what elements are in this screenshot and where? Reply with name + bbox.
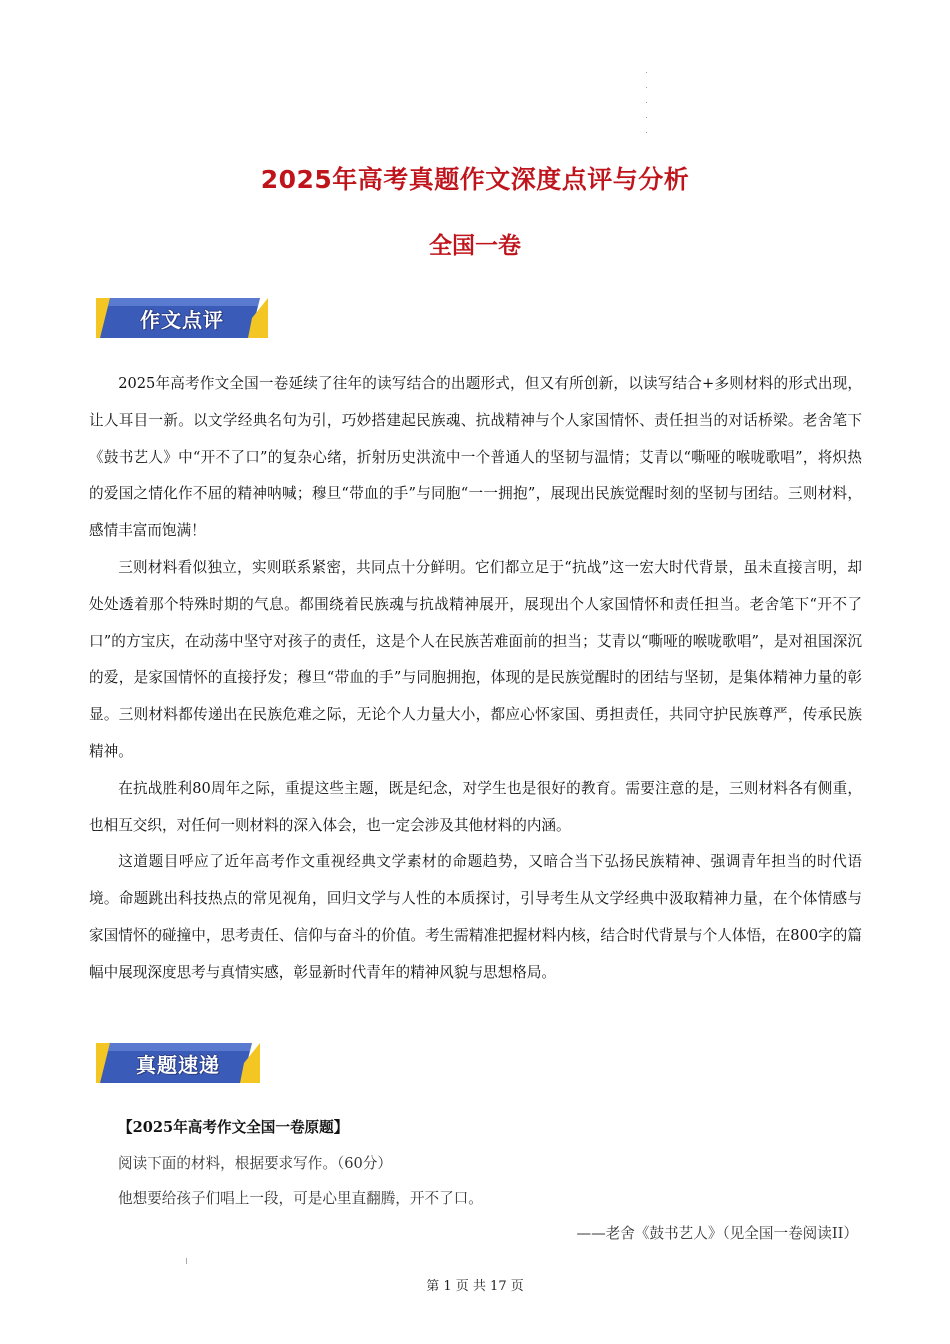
section-label: 真题速递 [136, 1053, 220, 1077]
section-label: 作文点评 [140, 308, 224, 332]
review-body [89, 366, 862, 992]
question-heading: 【2025年高考作文全国一卷原题】 [118, 1119, 349, 1136]
question-instruction: 阅读下面的材料，根据要求写作。（60分） [118, 1155, 392, 1172]
section-banner-review [96, 294, 268, 342]
paragraph: 三则材料看似独立，实则联系紧密，共同点十分鲜明。它们都立足于“抗战”这一宏大时代背景，虽未直接言明，却处处透着那个特殊时期的气息。都围绕着民族魂与抗战精神展开，展现出个人家国情怀和责任担当。老舍笔下“开不了口”的方宝庆，在动荡中坚守对孩子的责任，这是个人在民族苦难面前的担当；艾青以“嘶哑的喉咙歌唱”，是对祖国深沉的爱，是家国情怀的直接抒发；穆旦“带血的手”与同胞拥抱，体现的是民族觉醒时的团结与坚韧，是集体精神力量的彰显。三则材料都传递出在民族危难之际，无论个人力量大小，都应心怀家国、勇担责任，共同守护民族尊严，传承民族精神。 [89, 558, 862, 760]
paragraph: 2025年高考作文全国一卷延续了往年的读写结合的出题形式，但又有所创新，以读写结合+多则材料的形式出现，让人耳目一新。以文学经典名句为引，巧妙搭建起民族魂、抗战精神与个人家国情怀、责任担当的对话桥梁。老舍笔下《鼓书艺人》中“开不了口”的复杂心绪，折射历史洪流中一个普通人的坚韧与温情；艾青以“嘶哑的喉咙歌唱”，将炽热的爱国之情化作不屈的精神呐喊；穆旦“带血的手”与同胞“一一拥抱”，展现出民族觉醒时刻的坚韧与团结。三则材料，感情丰富而饱满！ [89, 375, 862, 540]
page-subtitle: 全国一卷 [429, 233, 521, 259]
question-source: ——老舍《鼓书艺人》（见全国一卷阅读II） [576, 1225, 858, 1242]
decorative-mark [186, 1258, 187, 1264]
paragraph: 这道题目呼应了近年高考作文重视经典文学素材的命题趋势，又暗合当下弘扬民族精神、强调青年担当的时代语境。命题跳出科技热点的常见视角，回归文学与人性的本质探讨，引导考生从文学经典中汲取精神力量，在个体情感与家国情怀的碰撞中，思考责任、信仰与奋斗的价值。考生需精准把握材料内核，结合时代背景与个人体悟，在800字的篇幅中展现深度思考与真情实感，彰显新时代青年的精神风貌与思想格局。 [89, 853, 862, 981]
decorative-dots [646, 72, 650, 147]
page-title: 2025年高考真题作文深度点评与分析 [260, 165, 690, 194]
page-footer: 第 1 页 共 17 页 [426, 1279, 524, 1294]
section-banner-questions [96, 1039, 260, 1087]
question-quote: 他想要给孩子们唱上一段，可是心里直翻腾，开不了口。 [118, 1190, 483, 1207]
paragraph: 在抗战胜利80周年之际，重提这些主题，既是纪念，对学生也是很好的教育。需要注意的是，三则材料各有侧重，也相互交织，对任何一则材料的深入体会，也一定会涉及其他材料的内涵。 [89, 779, 862, 834]
